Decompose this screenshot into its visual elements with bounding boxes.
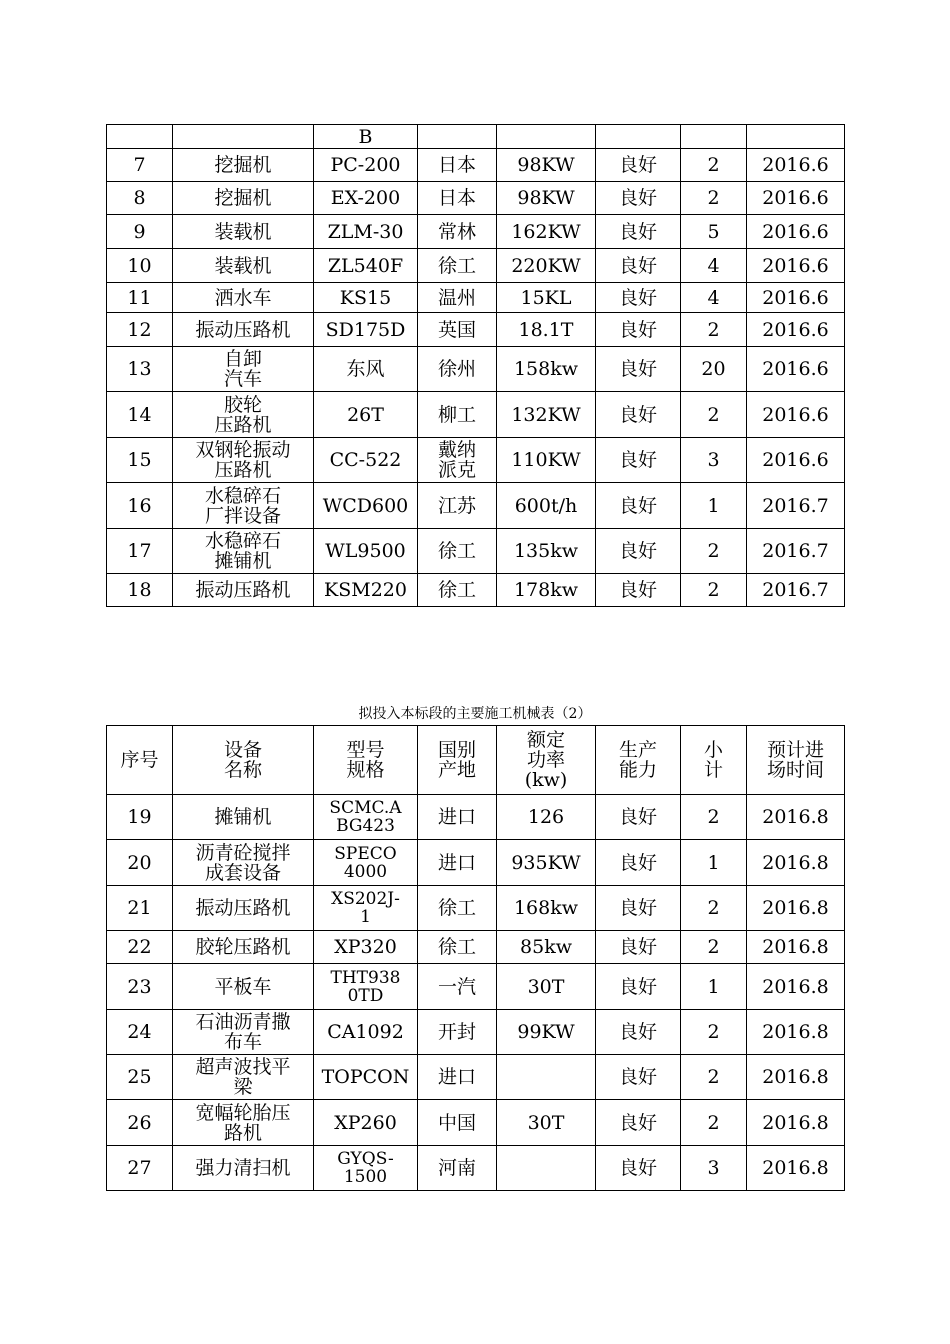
table-cell: 4 (681, 249, 747, 283)
table-row (107, 347, 845, 392)
table-row (107, 1100, 845, 1146)
table-cell: 2016.8 (747, 886, 845, 931)
table-cell: 12 (107, 313, 173, 347)
table-cell: 2016.8 (747, 1146, 845, 1191)
table-cell: 132KW (497, 392, 596, 438)
table-cell: 25 (107, 1055, 173, 1100)
table-cell: CA1092 (314, 1010, 418, 1055)
table-cell: 常林 (418, 215, 497, 249)
table-row (107, 392, 845, 438)
table-cell (497, 1055, 596, 1100)
table-cell: B (314, 125, 418, 149)
table-cell: 徐工 (418, 574, 497, 607)
table-cell: 徐工 (418, 931, 497, 964)
table-cell: 9 (107, 215, 173, 249)
table-row (107, 182, 845, 215)
table-cell: 洒水车 (173, 283, 314, 313)
table-cell: 2016.6 (747, 392, 845, 438)
column-header: 生产 能力 (596, 726, 681, 795)
table-cell: 水稳碎石 厂拌设备 (173, 483, 314, 529)
table-cell: KSM220 (314, 574, 418, 607)
table-cell: 2016.6 (747, 283, 845, 313)
table-cell: 水稳碎石 摊铺机 (173, 529, 314, 574)
table-cell: 2 (681, 182, 747, 215)
table-cell: 一汽 (418, 964, 497, 1010)
table-cell: 良好 (596, 1100, 681, 1146)
table-cell (596, 125, 681, 149)
table-cell: 30T (497, 1100, 596, 1146)
table-cell: 18 (107, 574, 173, 607)
table-cell: 良好 (596, 931, 681, 964)
table-cell: 935KW (497, 840, 596, 886)
table-row (107, 1010, 845, 1055)
table-cell: 振动压路机 (173, 886, 314, 931)
table-cell: 2016.6 (747, 182, 845, 215)
table-row (107, 840, 845, 886)
table-cell: ZL540F (314, 249, 418, 283)
table-cell: 进口 (418, 1055, 497, 1100)
table-cell: 2016.7 (747, 574, 845, 607)
table-cell: 21 (107, 886, 173, 931)
table-cell: 5 (681, 215, 747, 249)
table-cell: 126 (497, 795, 596, 840)
table-cell: GYQS- 1500 (314, 1146, 418, 1191)
table-cell: 98KW (497, 149, 596, 182)
table-cell: 178kw (497, 574, 596, 607)
table-cell: 装载机 (173, 249, 314, 283)
table-cell: 戴纳 派克 (418, 438, 497, 483)
table-cell: 良好 (596, 964, 681, 1010)
table-cell: 宽幅轮胎压 路机 (173, 1100, 314, 1146)
equipment-table-1 (106, 124, 845, 607)
header-row (107, 726, 845, 795)
table-cell: EX-200 (314, 182, 418, 215)
table-cell: 江苏 (418, 483, 497, 529)
table-cell: 徐工 (418, 249, 497, 283)
column-header: 型号 规格 (314, 726, 418, 795)
table-cell: 进口 (418, 795, 497, 840)
table-cell: 2016.6 (747, 347, 845, 392)
table-cell: 2 (681, 1010, 747, 1055)
table-cell: 2016.8 (747, 1100, 845, 1146)
table-cell (497, 1146, 596, 1191)
table-caption: 拟投入本标段的主要施工机械表（2） (358, 706, 592, 722)
table-cell: 2016.6 (747, 313, 845, 347)
table-cell: 2016.6 (747, 215, 845, 249)
table-cell: THT938 0TD (314, 964, 418, 1010)
table-row (107, 574, 845, 607)
table-cell: 良好 (596, 574, 681, 607)
column-header: 序号 (107, 726, 173, 795)
table-cell: WCD600 (314, 483, 418, 529)
table-cell: 良好 (596, 392, 681, 438)
table-cell: 摊铺机 (173, 795, 314, 840)
table-cell: 600t/h (497, 483, 596, 529)
table-cell: 东风 (314, 347, 418, 392)
table-row (107, 529, 845, 574)
table-cell: 99KW (497, 1010, 596, 1055)
table-cell: 日本 (418, 182, 497, 215)
table-row (107, 964, 845, 1010)
table-cell: 良好 (596, 795, 681, 840)
table-cell: 2 (681, 529, 747, 574)
table-cell: 3 (681, 438, 747, 483)
table-cell: 徐州 (418, 347, 497, 392)
table-cell: 自卸 汽车 (173, 347, 314, 392)
table-cell: 良好 (596, 840, 681, 886)
table-cell: 开封 (418, 1010, 497, 1055)
column-header: 设备 名称 (173, 726, 314, 795)
table-cell: 2 (681, 931, 747, 964)
table-cell: 110KW (497, 438, 596, 483)
table-cell: 良好 (596, 886, 681, 931)
table-cell: 16 (107, 483, 173, 529)
table-cell: 良好 (596, 1055, 681, 1100)
table-cell: 98KW (497, 182, 596, 215)
table-cell: 良好 (596, 215, 681, 249)
table-cell: CC-522 (314, 438, 418, 483)
table-cell: 强力清扫机 (173, 1146, 314, 1191)
table-cell: 徐工 (418, 529, 497, 574)
table-row (107, 149, 845, 182)
table-cell: 2016.6 (747, 149, 845, 182)
table-cell (418, 125, 497, 149)
table-cell: 良好 (596, 438, 681, 483)
table-cell: 良好 (596, 313, 681, 347)
table-cell: 19 (107, 795, 173, 840)
column-header: 额定 功率 (kw) (497, 726, 596, 795)
table-cell (747, 125, 845, 149)
table-cell: 2016.7 (747, 483, 845, 529)
table-cell: 英国 (418, 313, 497, 347)
table-cell: 2016.8 (747, 840, 845, 886)
table-cell: SPECO 4000 (314, 840, 418, 886)
table-row (107, 438, 845, 483)
table-cell: 2 (681, 149, 747, 182)
table-cell: 振动压路机 (173, 574, 314, 607)
table-cell: 2 (681, 886, 747, 931)
table-cell: 2016.8 (747, 1010, 845, 1055)
table-row (107, 249, 845, 283)
table-cell: 2016.8 (747, 1055, 845, 1100)
table-cell: 13 (107, 347, 173, 392)
table-cell: 徐工 (418, 886, 497, 931)
table-cell: WL9500 (314, 529, 418, 574)
table-cell: 1 (681, 964, 747, 1010)
table-cell: PC-200 (314, 149, 418, 182)
table-cell: 柳工 (418, 392, 497, 438)
table-cell: 168kw (497, 886, 596, 931)
table-cell: 2 (681, 313, 747, 347)
table-cell: 良好 (596, 347, 681, 392)
table-cell: 良好 (596, 249, 681, 283)
table-cell: 85kw (497, 931, 596, 964)
table-cell: 15 (107, 438, 173, 483)
table-cell: 2016.7 (747, 529, 845, 574)
table-cell: 日本 (418, 149, 497, 182)
table-cell: 1 (681, 840, 747, 886)
table-cell: XP320 (314, 931, 418, 964)
table-cell: 2 (681, 1100, 747, 1146)
table-cell: 2 (681, 392, 747, 438)
table-cell: 162KW (497, 215, 596, 249)
table-row (107, 313, 845, 347)
table-cell: 27 (107, 1146, 173, 1191)
table-cell: 1 (681, 483, 747, 529)
table-cell: 2 (681, 1055, 747, 1100)
table-cell: TOPCON (314, 1055, 418, 1100)
table-cell: 158kw (497, 347, 596, 392)
table-cell: 11 (107, 283, 173, 313)
table-cell: 8 (107, 182, 173, 215)
table-cell: 平板车 (173, 964, 314, 1010)
table-cell: 26 (107, 1100, 173, 1146)
table-cell: 7 (107, 149, 173, 182)
table-cell: 良好 (596, 1010, 681, 1055)
table-cell: 挖掘机 (173, 149, 314, 182)
table-cell (107, 125, 173, 149)
table-cell: ZLM-30 (314, 215, 418, 249)
table-cell: 良好 (596, 149, 681, 182)
table-cell: 26T (314, 392, 418, 438)
table-cell: 2016.8 (747, 931, 845, 964)
table-cell: 挖掘机 (173, 182, 314, 215)
table-cell: 胶轮 压路机 (173, 392, 314, 438)
table-cell: 进口 (418, 840, 497, 886)
table-cell: 中国 (418, 1100, 497, 1146)
table-cell: 超声波找平 梁 (173, 1055, 314, 1100)
table-cell: 23 (107, 964, 173, 1010)
table-cell: 良好 (596, 483, 681, 529)
table-cell: 振动压路机 (173, 313, 314, 347)
table-cell (681, 125, 747, 149)
table-row (107, 886, 845, 931)
table-cell: 沥青砼搅拌 成套设备 (173, 840, 314, 886)
table-cell: 2016.8 (747, 964, 845, 1010)
table-cell: 良好 (596, 1146, 681, 1191)
table-cell: 220KW (497, 249, 596, 283)
table-row (107, 215, 845, 249)
table-cell: 20 (107, 840, 173, 886)
table-cell (497, 125, 596, 149)
table-row (107, 795, 845, 840)
table-cell: 双钢轮振动 压路机 (173, 438, 314, 483)
table-row (107, 283, 845, 313)
table-cell: 2016.6 (747, 438, 845, 483)
table-row (107, 125, 845, 149)
table-row (107, 1055, 845, 1100)
column-header: 预计进 场时间 (747, 726, 845, 795)
table-cell: 10 (107, 249, 173, 283)
table-cell: 胶轮压路机 (173, 931, 314, 964)
table-cell: 18.1T (497, 313, 596, 347)
table-cell: XP260 (314, 1100, 418, 1146)
table-cell: 2 (681, 795, 747, 840)
table-row (107, 1146, 845, 1191)
table-cell: 15KL (497, 283, 596, 313)
table-cell: 良好 (596, 529, 681, 574)
table-cell: 135kw (497, 529, 596, 574)
table-cell: 14 (107, 392, 173, 438)
table-cell: 石油沥青撒 布车 (173, 1010, 314, 1055)
table-cell: 4 (681, 283, 747, 313)
table-cell: 24 (107, 1010, 173, 1055)
table-cell: 17 (107, 529, 173, 574)
table-cell: 装载机 (173, 215, 314, 249)
table-cell: 3 (681, 1146, 747, 1191)
table-cell: SCMC.A BG423 (314, 795, 418, 840)
table-cell: 30T (497, 964, 596, 1010)
table-cell: SD175D (314, 313, 418, 347)
table-cell: 良好 (596, 182, 681, 215)
table-cell: 22 (107, 931, 173, 964)
equipment-table-2 (106, 725, 845, 1191)
table-cell: KS15 (314, 283, 418, 313)
table-cell (173, 125, 314, 149)
table-cell: 温州 (418, 283, 497, 313)
table-cell: 2016.6 (747, 249, 845, 283)
table-cell: 良好 (596, 283, 681, 313)
table-cell: 2016.8 (747, 795, 845, 840)
table-row (107, 931, 845, 964)
table-cell: 2 (681, 574, 747, 607)
table-cell: 20 (681, 347, 747, 392)
column-header: 国别 产地 (418, 726, 497, 795)
column-header: 小 计 (681, 726, 747, 795)
table-cell: XS202J- 1 (314, 886, 418, 931)
table-row (107, 483, 845, 529)
table-cell: 河南 (418, 1146, 497, 1191)
